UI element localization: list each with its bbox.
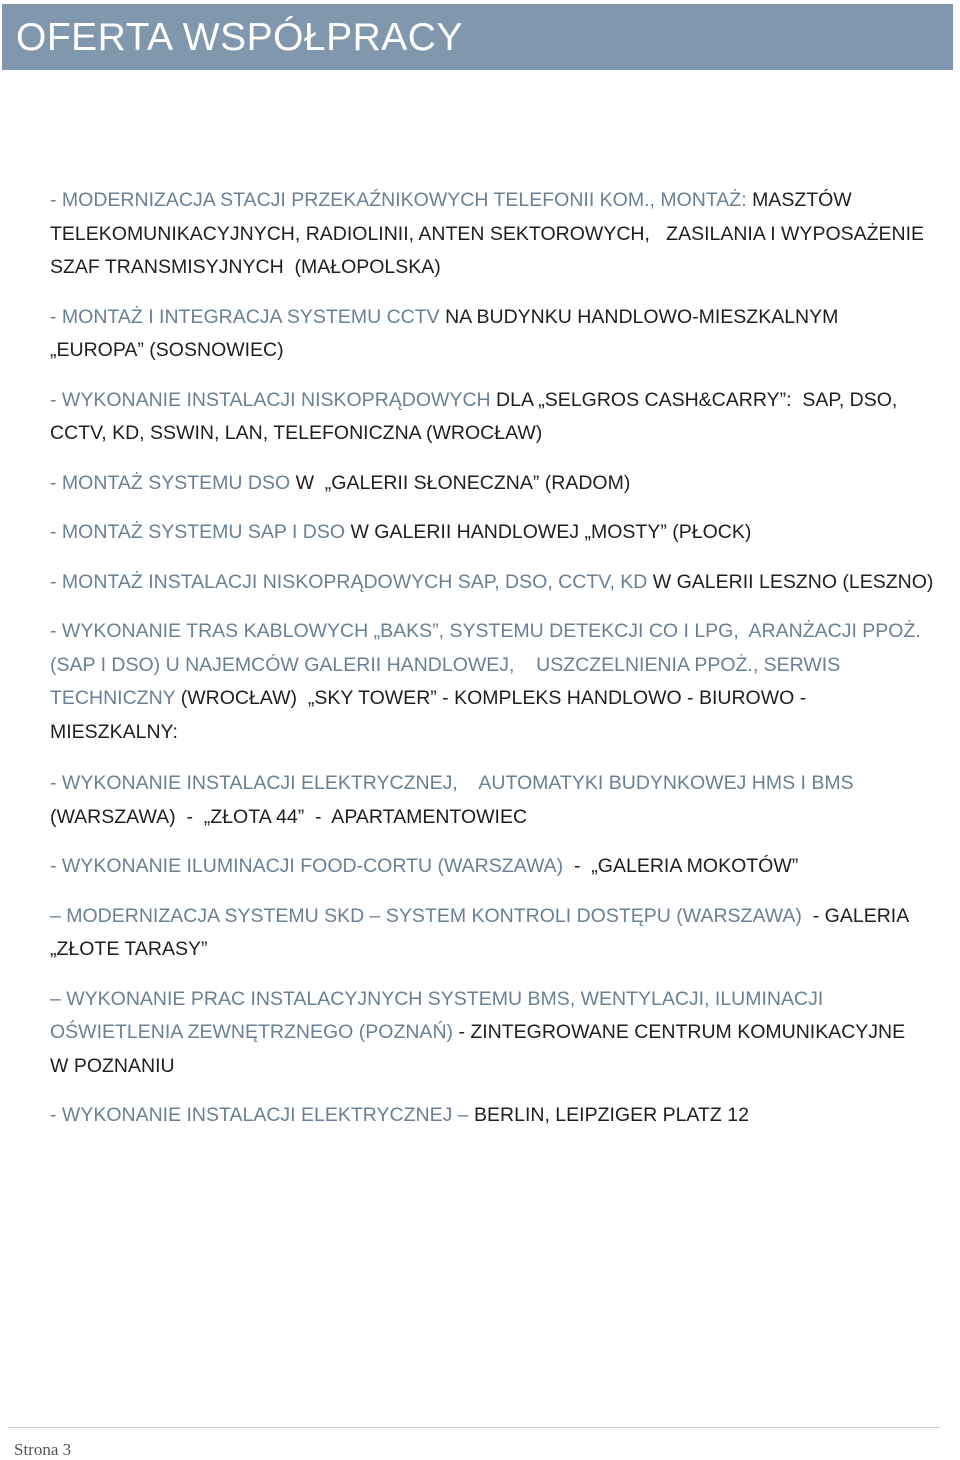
service-description: - WYKONANIE INSTALACJI NISKOPRĄDOWYCH [50, 388, 497, 411]
project-location: „EUROPA” (SOSNOWIEC) [50, 339, 284, 361]
project-location: W POZNANIU [50, 1054, 175, 1077]
service-description: - WYKONANIE INSTALACJI ELEKTRYCZNEJ, AUTOMATYKI BUDYNKOWEJ HMS I BMS [50, 772, 854, 794]
offer-entry [50, 900, 910, 967]
offer-list [50, 168, 934, 1133]
service-description: - MODERNIZACJA STACJI PRZEKAŹNIKOWYCH TELEFONII KOM., MONTAŻ: [50, 189, 753, 211]
page-title: OFERTA WSPÓŁPRACY [16, 16, 463, 59]
service-description: – MODERNIZACJA SYSTEMU SKD – SYSTEM KONTROLI DOSTĘPU (WARSZAWA) [50, 904, 808, 927]
offer-entry [50, 615, 921, 749]
service-description: – WYKONANIE PRAC INSTALACYJNYCH SYSTEMU BMS, WENTYLACJI, ILUMINACJI [50, 987, 824, 1010]
service-description: - WYKONANIE ILUMINACJI FOOD-CORTU (WARSZAWA) [50, 855, 569, 877]
project-location: - „GALERIA MOKOTÓW” [568, 855, 799, 877]
offer-entry [50, 384, 910, 451]
footer-divider [8, 1427, 940, 1428]
project-location: TELEKOMUNIKACYJNYCH, RADIOLINII, ANTEN SEKTOROWYCH, ZASILANIA I WYPOSAŻENIE [50, 222, 925, 245]
project-location: NA BUDYNKU HANDLOWO-MIESZKALNYM [445, 305, 839, 328]
offer-entry [50, 566, 934, 600]
project-location: CCTV, KD, SSWIN, LAN, TELEFONICZNA (WROCŁAW) [50, 422, 543, 444]
service-description: TECHNICZNY [50, 687, 181, 709]
service-description: - MONTAŻ SYSTEMU DSO [50, 471, 296, 494]
project-location: (WROCŁAW) „SKY TOWER” - KOMPLEKS HANDLOWO - BIUROWO - [180, 687, 807, 709]
project-location: SZAF TRANSMISYJNYCH (MAŁOPOLSKA) [50, 256, 441, 278]
project-location: „ZŁOTE TARASY” [50, 938, 208, 960]
page-number: Strona 3 [14, 1440, 72, 1459]
project-location: W „GALERII SŁONECZNA” (RADOM) [295, 471, 631, 494]
project-location: MIESZKALNY: [50, 720, 178, 743]
project-location: (WARSZAWA) - „ZŁOTA 44” - APARTAMENTOWIEC [50, 805, 528, 828]
service-description: - MONTAŻ SYSTEMU SAP I DSO [50, 521, 351, 543]
offer-entry [50, 184, 925, 285]
project-location: - ZINTEGROWANE CENTRUM KOMUNIKACYJNE [458, 1021, 906, 1043]
offer-entry [50, 983, 910, 1084]
service-description: (SAP I DSO) U NAJEMCÓW GALERII HANDLOWEJ, USZCZELNIENIA PPOŻ., SERWIS [50, 653, 841, 676]
offer-entry [50, 301, 910, 368]
service-description: - MONTAŻ INSTALACJI NISKOPRĄDOWYCH SAP, DSO, CCTV, KD [50, 570, 653, 593]
service-description: OŚWIETLENIA ZEWNĘTRZNEGO (POZNAŃ) [50, 1021, 459, 1043]
service-description: - WYKONANIE INSTALACJI ELEKTRYCZNEJ – [50, 1104, 475, 1126]
offer-entry [50, 850, 910, 884]
offer-entry [50, 516, 910, 550]
project-location: W GALERII HANDLOWEJ „MOSTY” (PŁOCK) [350, 521, 752, 543]
project-location: W GALERII LESZNO (LESZNO) [652, 570, 934, 593]
offer-entry [50, 467, 910, 501]
project-location: MASZTÓW [752, 189, 852, 211]
project-location: - GALERIA [807, 904, 910, 927]
service-description: - WYKONANIE TRAS KABLOWYCH „BAKS”, SYSTEMU DETEKCJI CO I LPG, ARANŻACJI PPOŻ. [50, 620, 921, 642]
service-description: - MONTAŻ I INTEGRACJA SYSTEMU CCTV [50, 305, 446, 328]
offer-entry [50, 767, 910, 834]
project-location: DLA „SELGROS CASH&CARRY”: SAP, DSO, [496, 388, 898, 411]
header-bar [2, 4, 953, 70]
project-location: BERLIN, LEIPZIGER PLATZ 12 [474, 1104, 749, 1126]
offer-entry [50, 1099, 910, 1133]
